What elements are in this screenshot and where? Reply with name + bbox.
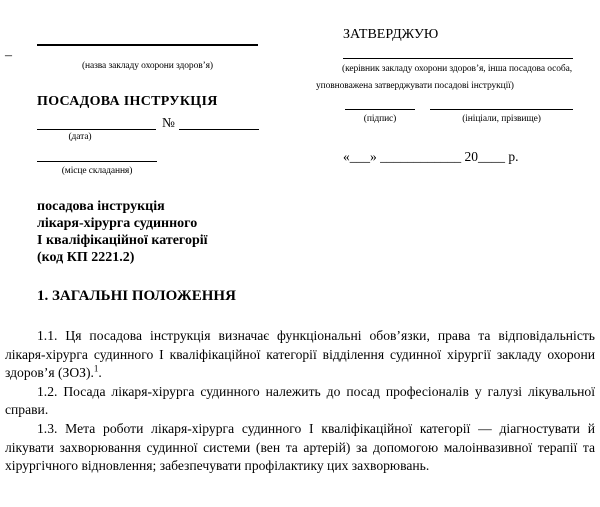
number-sign: № [162,115,175,130]
approve-date-blank: «___» ____________ 20____ р. [343,149,519,164]
number-and-date-row [37,116,259,130]
approve-heading: ЗАТВЕРДЖУЮ [343,27,439,42]
document-title: ПОСАДОВА ІНСТРУКЦІЯ [37,94,218,109]
approver-caption-line1: (керівник закладу охорони здоров’я, інша посадова особа, [342,64,572,74]
signature-caption: (підпис) [363,114,397,124]
paragraph-1-2: 1.2. Посада лікаря-хірурга судинного належить до посад професіоналів у галузі лікувальної справи. [5,383,595,418]
paragraph-1-1-tail: . [98,365,102,381]
section-body [5,327,595,476]
subject-line-4: (код КП 2221.2) [37,250,135,265]
date-caption: (дата) [68,132,92,142]
date-blank-line [37,116,156,130]
signature-blank-line [345,109,415,110]
paragraph-1-1-text: 1.1. Ця посадова інструкція визначає функціональні обов’язки, права та відповідальність лікаря-хірурга судинного І кваліфікаційної категорії відділення судинної хірургії закладу охорони здоров’я (ЗОЗ). [5,328,595,381]
place-blank-line [37,161,157,162]
org-name-blank-line [37,44,258,46]
approver-caption-line2: уповноважена затверджувати посадові інструкції) [316,81,514,91]
paragraph-1-3: 1.3. Мета роботи лікаря-хірурга судинного І кваліфікаційної категорії — діагностувати й лікувати захворювання судинної системи (вен та артерій) за допомогою малоінвазивної терапії та хірургічного відновлення; забезпечувати профілактику цих захворювань. [5,420,595,474]
footnote-mark: 1 [93,363,99,374]
place-caption: (місце складання) [61,166,133,176]
subject-line-2: лікаря-хірурга судинного [37,216,198,231]
subject-line-1: посадова інструкція [37,199,165,214]
org-name-caption: (назва закладу охорони здоров’я) [81,61,213,71]
number-blank-line [179,116,259,130]
section-heading: 1. ЗАГАЛЬНІ ПОЛОЖЕННЯ [37,288,236,304]
paragraph-1-1 [5,327,595,383]
initials-blank-line [430,109,573,110]
subject-line-3: І кваліфікаційної категорії [37,233,208,248]
initials-caption: (ініціали, прізвище) [462,114,541,124]
approver-blank-line [343,58,573,59]
left-margin-dash: – [5,48,12,63]
subject-block [37,198,208,266]
